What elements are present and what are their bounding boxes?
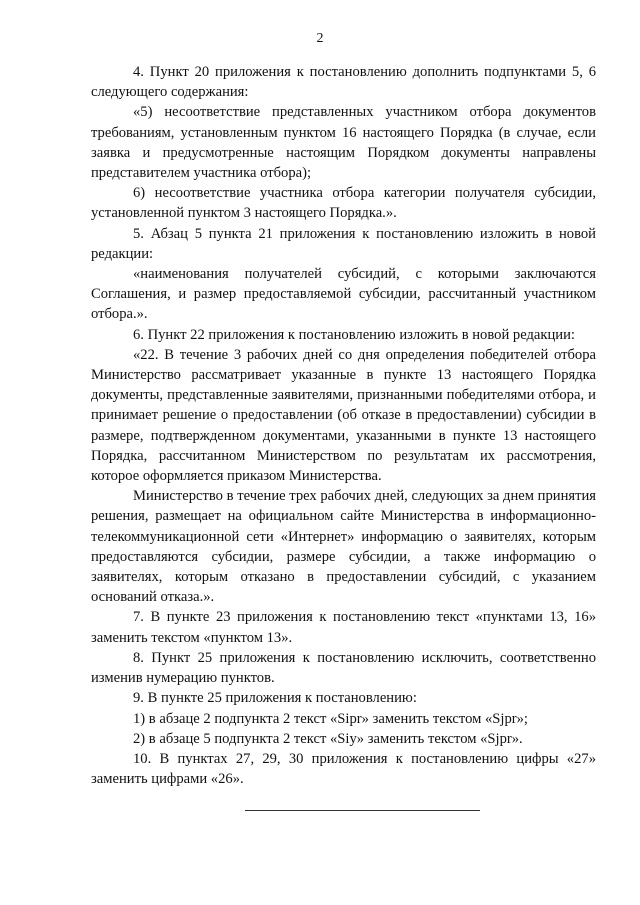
paragraph: 2) в абзаце 5 подпункта 2 текст «Siy» заменить текстом «Sjpr». — [133, 730, 523, 747]
paragraph: 5. Абзац 5 пункта 21 приложения к постановлению изложить в новой редакции: — [91, 225, 596, 262]
paragraph: 1) в абзаце 2 подпункта 2 текст «Sipr» заменить текстом «Sjpr»; — [133, 710, 528, 727]
document-body — [91, 62, 596, 789]
paragraph: 9. В пункте 25 приложения к постановлению: — [133, 690, 417, 707]
paragraph: 6) несоответствие участника отбора категории получателя субсидии, установленной пунктом 3 настоящего Порядка.». — [91, 185, 596, 222]
paragraph: 10. В пунктах 27, 29, 30 приложения к постановлению цифры «27» заменить цифрами «26». — [91, 750, 596, 788]
paragraph: «наименования получателей субсидий, с которыми заключаются Соглашения, и размер предоставляемой субсидии, рассчитанный участником отбора.». — [91, 266, 596, 323]
paragraph: 4. Пункт 20 приложения к постановлению дополнить подпунктами 5, 6 следующего содержания: — [91, 64, 596, 101]
paragraph: «22. В течение 3 рабочих дней со дня определения победителей отбора Министерство рассматривает указанные в пункте 13 настоящего Порядка документы, представленные заявителями, признанными победителями отбора, и принимает решение о предоставлении (об отказе в предоставлении) субсидии в размере, подтвержденном документами, указанными в пункте 13 настоящего Порядка, рассчитанном Министерством по результатам их рассмотрения, которое оформляется приказом Министерства. — [91, 346, 596, 485]
paragraph: 6. Пункт 22 приложения к постановлению изложить в новой редакции: — [133, 326, 575, 343]
paragraph: 7. В пункте 23 приложения к постановлению текст «пунктами 13, 16» заменить текстом «пунктом 13». — [91, 609, 596, 646]
closing-divider — [245, 810, 480, 811]
paragraph: Министерство в течение трех рабочих дней, следующих за днем принятия решения, размещает на официальном сайте Министерства в информационно-телекоммуникационной сети «Интернет» информацию о заявителях, которым предоставляются субсидии, размере субсидии, а также информацию о заявителях, которым отказано в предоставлении субсидий, с указанием оснований отказа.». — [91, 488, 596, 606]
paragraph: 8. Пункт 25 приложения к постановлению исключить, соответственно изменив нумерацию пунктов. — [91, 649, 596, 687]
page-number: 2 — [316, 31, 324, 46]
paragraph: «5) несоответствие представленных участником отбора документов требованиям, установленным пунктом 16 настоящего Порядка (в случае, если заявка и предусмотренные настоящим Порядком документы направлены представителем участника отбора); — [91, 104, 596, 182]
